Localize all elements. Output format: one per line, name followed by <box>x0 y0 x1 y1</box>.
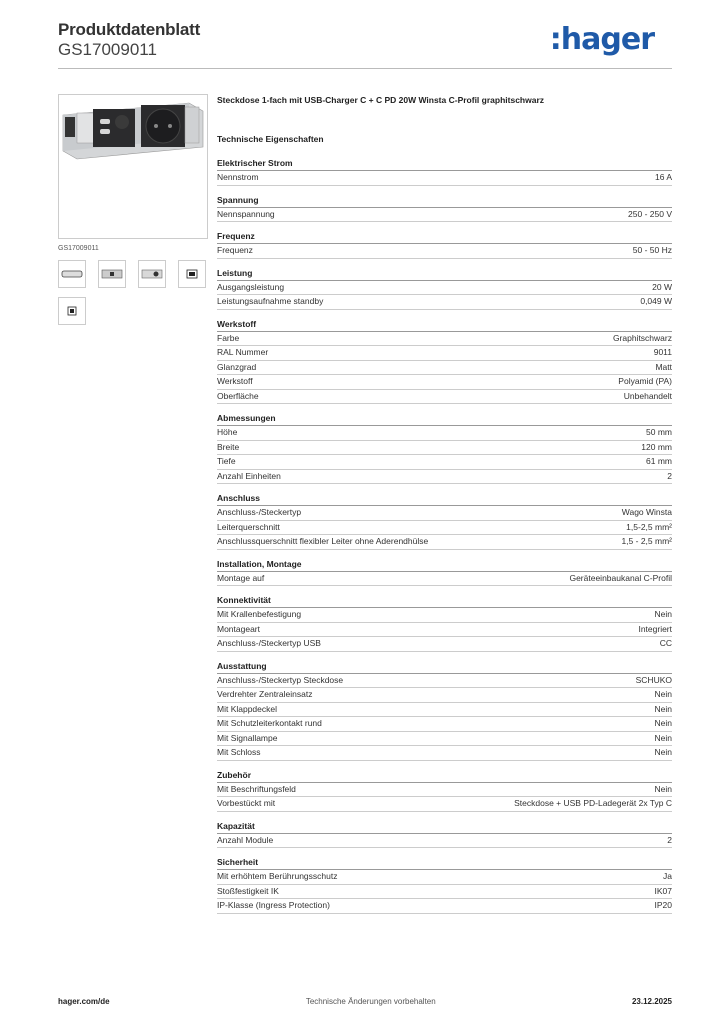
spec-row <box>217 623 672 638</box>
section-title: Frequenz <box>217 231 672 244</box>
thumbnail[interactable] <box>98 260 126 288</box>
page-title: Produktdatenblatt <box>58 20 201 39</box>
thumbnail[interactable] <box>138 260 166 288</box>
technical-properties-heading: Technische Eigenschaften <box>217 134 324 144</box>
spec-label: Ausgangsleistung <box>217 281 285 292</box>
thumbnail[interactable] <box>58 260 86 288</box>
spec-row <box>217 535 672 550</box>
spec-row <box>217 455 672 470</box>
spec-value: Nein <box>654 609 672 619</box>
spec-label: Werkstoff <box>217 376 253 386</box>
spec-value: Unbehandelt <box>623 390 672 401</box>
spec-label: Farbe <box>217 332 240 343</box>
spec-label: Breite <box>217 441 240 452</box>
spec-label: Montageart <box>217 623 260 634</box>
spec-label: Anschlussquerschnitt flexibler Leiter ohne Aderendhülse <box>217 536 429 546</box>
spec-label: Leistungsaufnahme standby <box>217 296 324 306</box>
spec-label: Mit Klappdeckel <box>217 703 278 714</box>
spec-row <box>217 703 672 718</box>
spec-value: Wago Winsta <box>621 507 672 517</box>
thumbnail-strip <box>58 260 208 325</box>
spec-row <box>217 783 672 798</box>
spec-section <box>217 195 672 223</box>
spec-label: Mit Schutzleiterkontakt rund <box>217 718 322 728</box>
spec-value: 50 - 50 Hz <box>632 245 672 255</box>
spec-row <box>217 688 672 703</box>
section-title: Spannung <box>217 195 672 208</box>
spec-section <box>217 559 672 587</box>
spec-label: Anschluss-/Steckertyp <box>217 507 302 517</box>
spec-row <box>217 637 672 652</box>
spec-value: IK07 <box>654 885 672 896</box>
spec-section <box>217 493 672 550</box>
spec-label: Oberfläche <box>217 390 259 401</box>
spec-label: Montage auf <box>217 572 265 583</box>
spec-row <box>217 361 672 376</box>
spec-label: Mit Schloss <box>217 747 261 757</box>
spec-row <box>217 717 672 732</box>
hager-logo: :hager <box>549 22 654 57</box>
spec-row <box>217 171 672 186</box>
article-number: GS17009011 <box>58 40 157 59</box>
spec-label: Nennstrom <box>217 172 259 182</box>
spec-section <box>217 595 672 652</box>
spec-row <box>217 870 672 885</box>
section-title: Werkstoff <box>217 319 672 332</box>
spec-row <box>217 295 672 310</box>
spec-value: Matt <box>655 361 672 372</box>
spec-label: Verdrehter Zentraleinsatz <box>217 689 313 699</box>
spec-row <box>217 506 672 521</box>
spec-row <box>217 208 672 223</box>
spec-section <box>217 821 672 849</box>
spec-section <box>217 268 672 310</box>
image-column <box>58 94 208 325</box>
spec-row <box>217 470 672 485</box>
spec-row <box>217 426 672 441</box>
section-title: Kapazität <box>217 821 672 834</box>
spec-row <box>217 390 672 405</box>
spec-label: Anschluss-/Steckertyp USB <box>217 638 321 648</box>
spec-label: Tiefe <box>217 456 236 466</box>
product-image[interactable] <box>58 94 208 239</box>
section-title: Zubehör <box>217 770 672 783</box>
spec-label: Stoßfestigkeit IK <box>217 885 279 896</box>
spec-label: Mit erhöhtem Berührungsschutz <box>217 871 338 881</box>
spec-label: Nennspannung <box>217 208 275 219</box>
spec-label: Mit Signallampe <box>217 732 278 743</box>
spec-value: Nein <box>654 732 672 743</box>
spec-value: 120 mm <box>641 441 672 452</box>
specification-content <box>217 95 672 923</box>
spec-section <box>217 857 672 914</box>
spec-value: 61 mm <box>646 456 672 466</box>
spec-row <box>217 441 672 456</box>
spec-label: Vorbestückt mit <box>217 798 276 808</box>
image-caption: GS17009011 <box>58 245 99 252</box>
header-divider <box>58 68 672 69</box>
spec-value: Integriert <box>638 623 672 634</box>
spec-row <box>217 572 672 587</box>
spec-value: 20 W <box>652 281 672 292</box>
spec-value: Ja <box>663 871 672 881</box>
spec-section <box>217 661 672 761</box>
spec-label: Leiterquerschnitt <box>217 521 280 532</box>
spec-value: SCHUKO <box>635 674 672 685</box>
spec-row <box>217 732 672 747</box>
spec-section <box>217 158 672 186</box>
spec-label: Mit Beschriftungsfeld <box>217 783 296 794</box>
spec-value: Geräteeinbaukanal C-Profil <box>569 572 672 583</box>
spec-label: Anzahl Einheiten <box>217 470 281 481</box>
spec-label: IP-Klasse (Ingress Protection) <box>217 900 330 910</box>
spec-value: 50 mm <box>646 427 672 437</box>
spec-value: Nein <box>654 718 672 728</box>
thumbnail[interactable] <box>58 297 86 325</box>
spec-row <box>217 797 672 812</box>
spec-value: Nein <box>654 783 672 794</box>
spec-label: Anschluss-/Steckertyp Steckdose <box>217 674 344 685</box>
spec-section <box>217 413 672 484</box>
spec-section <box>217 319 672 405</box>
spec-label: RAL Nummer <box>217 347 269 357</box>
spec-value: 16 A <box>654 172 672 182</box>
spec-row <box>217 834 672 849</box>
spec-value: 1,5 - 2,5 mm² <box>621 536 672 546</box>
spec-label: Frequenz <box>217 245 253 255</box>
spec-row <box>217 281 672 296</box>
spec-value: 1,5-2,5 mm² <box>626 521 672 532</box>
spec-row <box>217 885 672 900</box>
spec-value: 2 <box>667 470 672 481</box>
section-title: Sicherheit <box>217 857 672 870</box>
section-title: Konnektivität <box>217 595 672 608</box>
section-title: Elektrischer Strom <box>217 158 672 171</box>
spec-section <box>217 770 672 812</box>
section-title: Leistung <box>217 268 672 281</box>
thumbnail[interactable] <box>178 260 206 288</box>
spec-value: Nein <box>654 703 672 714</box>
spec-row <box>217 608 672 623</box>
spec-label: Anzahl Module <box>217 834 274 845</box>
spec-row <box>217 746 672 761</box>
spec-value: Polyamid (PA) <box>618 376 672 386</box>
spec-value: 9011 <box>653 347 672 357</box>
spec-value: Nein <box>654 689 672 699</box>
specification-sections <box>217 158 672 914</box>
spec-value: 0,049 W <box>640 296 672 306</box>
spec-row <box>217 674 672 689</box>
spec-row <box>217 899 672 914</box>
section-title: Anschluss <box>217 493 672 506</box>
spec-value: Steckdose + USB PD-Ladegerät 2x Typ C <box>514 798 672 808</box>
spec-row <box>217 332 672 347</box>
spec-label: Glanzgrad <box>217 361 257 372</box>
product-title: Steckdose 1-fach mit USB-Charger C + C PD 20W Winsta C-Profil graphitschwarz <box>217 95 545 105</box>
spec-label: Höhe <box>217 427 238 437</box>
spec-value: Nein <box>654 747 672 757</box>
page-header <box>58 20 672 70</box>
spec-value: Graphitschwarz <box>612 332 672 343</box>
spec-value: 2 <box>667 834 672 845</box>
footer-date: 23.12.2025 <box>631 997 672 1006</box>
spec-value: 250 - 250 V <box>628 208 672 219</box>
page-footer <box>58 997 672 1006</box>
spec-value: CC <box>659 638 672 648</box>
spec-row <box>217 346 672 361</box>
section-title: Abmessungen <box>217 413 672 426</box>
section-title: Ausstattung <box>217 661 672 674</box>
footer-note: Technische Änderungen vorbehalten <box>305 997 436 1006</box>
spec-row <box>217 521 672 536</box>
spec-value: IP20 <box>654 900 672 910</box>
spec-row <box>217 244 672 259</box>
socket-outlet-illustration <box>59 95 207 238</box>
spec-label: Mit Krallenbefestigung <box>217 609 302 619</box>
spec-row <box>217 375 672 390</box>
footer-website-link[interactable]: hager.com/de <box>58 997 110 1006</box>
section-title: Installation, Montage <box>217 559 672 572</box>
spec-section <box>217 231 672 259</box>
